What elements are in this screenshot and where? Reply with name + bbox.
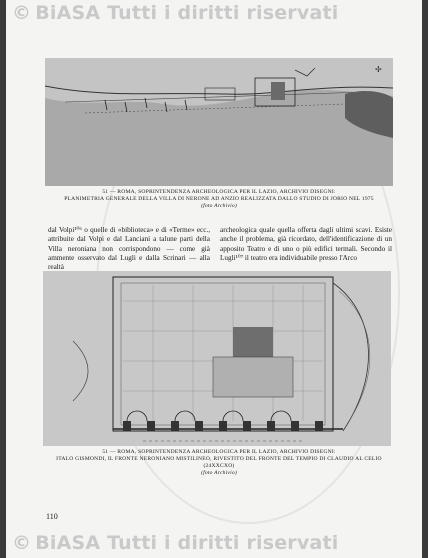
page-number: 110: [46, 512, 58, 521]
bottom-caption-line-2: ITALO GISMONDI, IL FRONTE NERONIANO MISTILINEO, RIVESTITO DEL FRONTE DEL TEMPIO DI CLAUDIO AL CELIO (24XXCXO): [56, 456, 382, 469]
site-plan-figure: [45, 58, 393, 186]
watermark-text-bottom: BiASA Tutti i diritti riservati: [35, 532, 339, 554]
watermark-top: [6, 2, 422, 26]
document-page: [6, 0, 422, 558]
top-figure-caption: [46, 189, 392, 210]
copyright-symbol-bottom: ©: [12, 532, 32, 554]
elevation-drawing-figure: [43, 271, 391, 446]
top-caption-line-2: PLANIMETRIA GENERALE DELLA VILLA DI NERONE AD ANZIO REALIZZATA DALLO STUDIO DI JORIO NEL 1975: [64, 196, 374, 202]
bottom-caption-credit: (foto Archivio): [201, 470, 237, 476]
top-caption-line-1: 51 — ROMA, SOPRINTENDENZA ARCHEOLOGICA PER IL LAZIO, ARCHIVIO DISEGNI:: [102, 189, 336, 195]
bottom-caption-line-1: 51 — ROMA, SOPRINTENDENZA ARCHEOLOGICA PER IL LAZIO, ARCHIVIO DISEGNI:: [102, 449, 336, 455]
top-caption-credit: (foto Archivio): [201, 203, 237, 209]
elevation-drawing: [43, 271, 391, 446]
site-plan-drawing: [45, 58, 393, 186]
body-text-right-column: archeologica quale quella offerta dagli ultimi scavi. Esiste anche il problema, già ricordato, dell'identificazione di un apposito Teatro e di uno o più edifici termali. Secondo il Lugli¹⁰⁷ il teatro era individuabile presso l'Arco: [220, 226, 392, 262]
svg-text:✢: ✢: [375, 65, 382, 74]
copyright-symbol: ©: [12, 2, 32, 24]
bottom-figure-caption: [46, 449, 392, 477]
watermark-bottom: [6, 532, 422, 556]
watermark-text: BiASA Tutti i diritti riservati: [35, 2, 339, 24]
body-text-left-column: dal Volpi¹⁰⁶ o quelle di «biblioteca» e di «Terme» ecc., attribuite dal Volpi e dal Lanciani a talune parti della Villa neroniana non corrispondono — come già ammente osservato dal Lugli e dalla Scrinari — alla realtà: [48, 226, 210, 272]
